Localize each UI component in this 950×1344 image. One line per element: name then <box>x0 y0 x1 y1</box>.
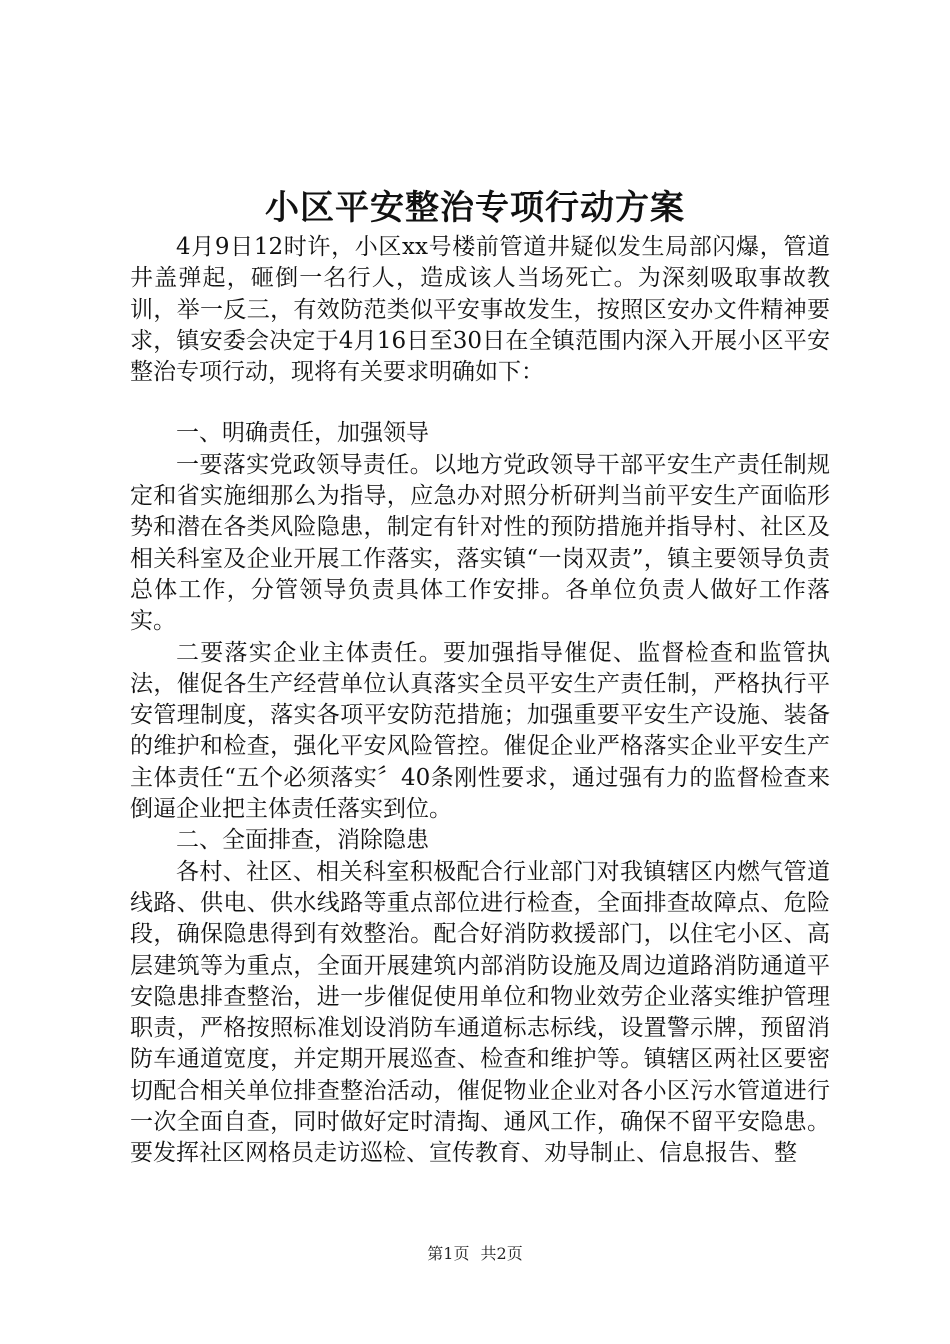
section-heading-2: 二、全面排查，消除隐患 <box>176 827 429 854</box>
document-title: 小区平安整治专项行动方案 <box>265 188 685 228</box>
paragraph-gap <box>130 388 830 418</box>
page-total: 共2页 <box>480 1244 523 1263</box>
body-paragraph-2: 二要落实企业主体责任。要加强指导催促、监督检查和监管执法，催促各生产经营单位认真落实全员平安生产责任制，严格执行平安管理制度，落实各项平安防范措施；加强重要平安生产设施、装备的维护和检查，强化平安风险管控。催促企业严格落实企业平安生产主体责任“五个必须落实〞40条刚性要求，通过强有力的监督检查来倒逼企业把主体责任落实到位。 <box>130 639 830 823</box>
document-body <box>130 232 830 1170</box>
intro-paragraph: 4月9日12时许，小区xx号楼前管道井疑似发生局部闪爆，管道井盖弹起，砸倒一名行人，造成该人当场死亡。为深刻吸取事故教训，举一反三，有效防范类似平安事故发生，按照区安办文件精神要求，镇安委会决定于4月16日至30日在全镇范围内深入开展小区平安整治专项行动，现将有关要求明确如下： <box>130 234 830 386</box>
section-heading-1: 一、明确责任，加强领导 <box>176 420 429 447</box>
body-paragraph-1: 一要落实党政领导责任。以地方党政领导干部平安生产责任制规定和省实施细那么为指导，应急办对照分析研判当前平安生产面临形势和潜在各类风险隐患，制定有针对性的预防措施并指导村、社区及相关科室及企业开展工作落实，落实镇“一岗双责”，镇主要领导负责总体工作，分管领导负责具体工作安排。各单位负责人做好工作落实。 <box>130 451 830 635</box>
body-paragraph-3: 各村、社区、相关科室积极配合行业部门对我镇辖区内燃气管道线路、供电、供水线路等重点部位进行检查，全面排查故障点、危险段，确保隐患得到有效整治。配合好消防救援部门，以住宅小区、高层建筑等为重点，全面开展建筑内部消防设施及周边道路消防通道平安隐患排查整治，进一步催促使用单位和物业效劳企业落实维护管理职责，严格按照标准划设消防车通道标志标线，设置警示牌，预留消防车通道宽度，并定期开展巡查、检查和维护等。镇辖区两社区要密切配合相关单位排查整治活动，催促物业企业对各小区污水管道进行一次全面自查，同时做好定时清掏、通风工作，确保不留平安隐患。要发挥社区网格员走访巡检、宣传教育、劝导制止、信息报告、整 <box>130 858 830 1167</box>
page-footer <box>0 1243 950 1265</box>
page-number: 第1页 <box>427 1244 470 1263</box>
